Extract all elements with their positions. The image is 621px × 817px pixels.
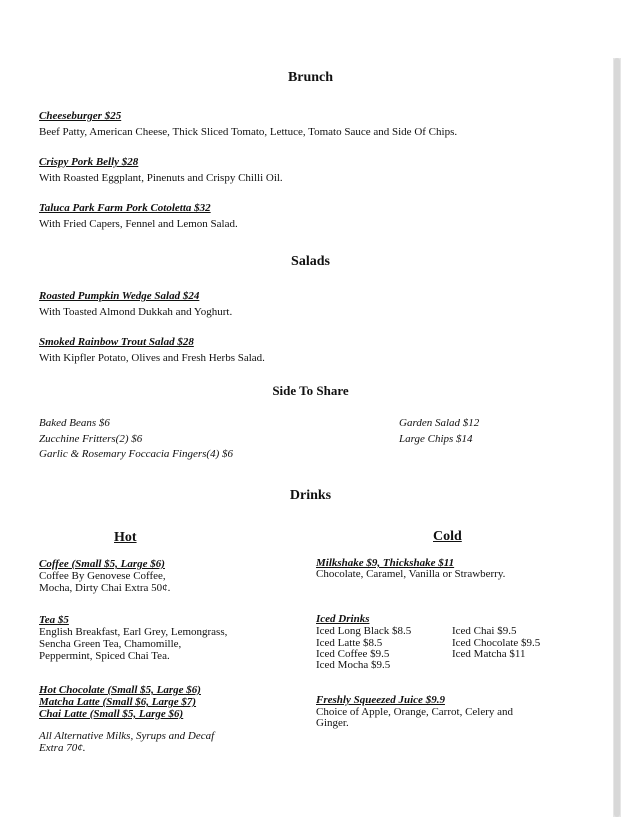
iced-item: Iced Latte $8.5 (316, 637, 383, 649)
salad-item-desc: With Kipfler Potato, Olives and Fresh Herbs Salad. (39, 352, 265, 364)
sides-heading: Side To Share (272, 383, 349, 398)
iced-item: Iced Long Black $8.5 (316, 625, 412, 637)
iced-item: Iced Chai $9.5 (452, 625, 517, 637)
coffee-title: Coffee (Small $5, Large $6) (39, 558, 165, 570)
juice-desc: Ginger. (316, 717, 349, 729)
latte-title: Hot Chocolate (Small $5, Large $6) (39, 684, 201, 696)
iced-item: Iced Mocha $9.5 (316, 659, 391, 671)
shake-desc: Chocolate, Caramel, Vanilla or Strawberry. (316, 568, 506, 580)
brunch-item-title: Cheeseburger $25 (39, 110, 122, 122)
side-item: Baked Beans $6 (39, 417, 110, 429)
brunch-item-title: Crispy Pork Belly $28 (39, 156, 139, 168)
alt-milk-note: All Alternative Milks, Syrups and Decaf (39, 730, 215, 742)
side-item: Zucchine Fritters(2) $6 (39, 433, 143, 445)
side-item: Large Chips $14 (399, 433, 473, 445)
salad-item-title: Smoked Rainbow Trout Salad $28 (39, 336, 194, 348)
iced-title: Iced Drinks (316, 613, 370, 625)
scrollbar[interactable] (613, 58, 621, 817)
shake-title: Milkshake $9, Thickshake $11 (316, 557, 455, 569)
iced-item: Iced Chocolate $9.5 (452, 637, 541, 649)
side-item: Garden Salad $12 (399, 417, 480, 429)
tea-title: Tea $5 (39, 614, 69, 626)
iced-item: Iced Coffee $9.5 (316, 648, 390, 660)
tea-desc: English Breakfast, Earl Grey, Lemongrass, (39, 626, 228, 638)
drinks-heading: Drinks (289, 488, 332, 503)
coffee-desc: Mocha, Dirty Chai Extra 50¢. (39, 582, 171, 594)
iced-item: Iced Matcha $11 (452, 648, 526, 660)
salad-item-desc: With Toasted Almond Dukkah and Yoghurt. (39, 306, 233, 318)
coffee-desc: Coffee By Genovese Coffee, (39, 570, 166, 582)
brunch-heading: Brunch (287, 70, 334, 85)
scrollbar-thumb[interactable] (614, 58, 620, 817)
latte-title: Chai Latte (Small $5, Large $6) (39, 708, 184, 720)
salads-heading: Salads (291, 254, 330, 269)
hot-heading: Hot (114, 530, 137, 545)
brunch-item-desc: Beef Patty, American Cheese, Thick Sliced Tomato, Lettuce, Tomato Sauce and Side Of Chips. (39, 126, 458, 138)
tea-desc: Sencha Green Tea, Chamomille, (39, 638, 182, 650)
brunch-item-desc: With Fried Capers, Fennel and Lemon Salad. (39, 218, 238, 230)
brunch-item-title: Taluca Park Farm Pork Cotoletta $32 (39, 202, 211, 214)
brunch-item-desc: With Roasted Eggplant, Pinenuts and Crispy Chilli Oil. (39, 172, 283, 184)
juice-desc: Choice of Apple, Orange, Carrot, Celery and (316, 706, 514, 718)
alt-milk-note: Extra 70¢. (39, 742, 86, 754)
cold-heading: Cold (433, 529, 462, 544)
juice-title: Freshly Squeezed Juice $9.9 (316, 694, 445, 706)
tea-desc: Peppermint, Spiced Chai Tea. (39, 650, 170, 662)
salad-item-title: Roasted Pumpkin Wedge Salad $24 (39, 290, 200, 302)
latte-title: Matcha Latte (Small $6, Large $7) (39, 696, 197, 708)
side-item: Garlic & Rosemary Foccacia Fingers(4) $6 (39, 448, 233, 460)
